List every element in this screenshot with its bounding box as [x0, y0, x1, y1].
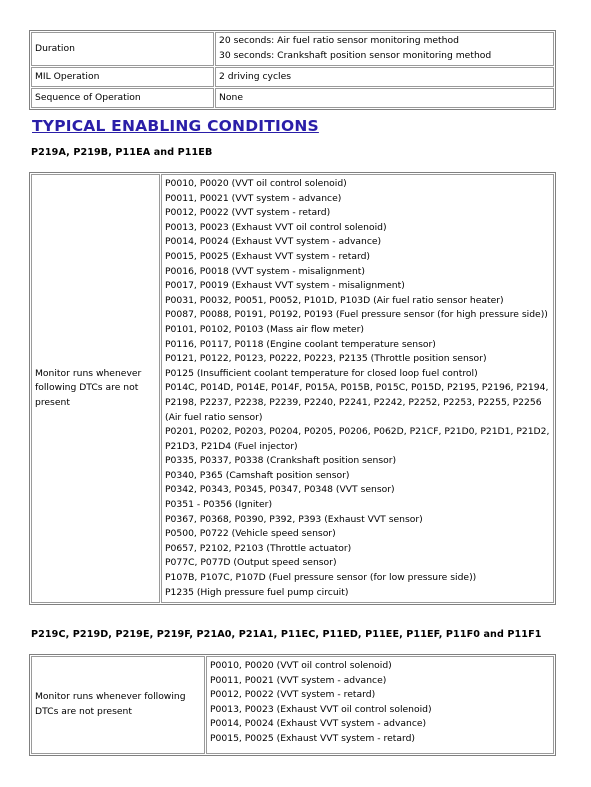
- group2-dtc-item: P0013, P0023 (Exhaust VVT oil control solenoid): [210, 703, 432, 715]
- group1-dtc-item: P0013, P0023 (Exhaust VVT oil control solenoid): [165, 221, 387, 233]
- group1-dtc-item: P0012, P0022 (VVT system - retard): [165, 207, 331, 219]
- group1-dtc-item: P0010, P0020 (VVT oil control solenoid): [165, 178, 347, 189]
- group1-dtc-item: P0031, P0032, P0051, P0052, P101D, P103D (Air fuel ratio sensor heater): [165, 294, 504, 306]
- group1-row: [31, 174, 554, 603]
- sequence-row: [31, 88, 554, 108]
- group1-dtc-item: P0011, P0021 (VVT system - advance): [165, 192, 342, 204]
- monitor-info-table: [29, 30, 556, 110]
- group1-dtc-item: P0657, P2102, P2103 (Throttle actuator): [165, 542, 352, 554]
- group1-dtc-item: P107B, P107C, P107D (Fuel pressure sensor (for low pressure side)): [165, 572, 477, 584]
- group1-dtc-item: P0014, P0024 (Exhaust VVT system - advance): [165, 236, 382, 248]
- group2-title: P219C, P219D, P219E, P219F, P21A0, P21A1, P11EC, P11ED, P11EE, P11EF, P11F0 and P11F1: [31, 629, 542, 640]
- duration-line-2: 30 seconds: Crankshaft position sensor monitoring method: [219, 50, 492, 61]
- group1-dtc-item: P0015, P0025 (Exhaust VVT system - retard): [165, 250, 370, 262]
- mil-operation-value: 2 driving cycles: [215, 67, 554, 87]
- group1-dtc-item: P0367, P0368, P0390, P392, P393 (Exhaust VVT sensor): [165, 513, 423, 525]
- group1-dtc-item: P0016, P0018 (VVT system - misalignment): [165, 265, 365, 277]
- group2-condition: Monitor runs whenever following DTCs are not present: [31, 656, 205, 754]
- group1-dtc-item: P0121, P0122, P0123, P0222, P0223, P2135 (Throttle position sensor): [165, 353, 487, 365]
- group2-dtc-item: P0011, P0021 (VVT system - advance): [210, 674, 387, 686]
- group2-conditions-table: [29, 654, 556, 756]
- group1-dtc-list: [161, 174, 554, 603]
- group2-dtc-list: [206, 656, 554, 754]
- group1-dtc-item: P0500, P0722 (Vehicle speed sensor): [165, 528, 336, 540]
- group1-dtc-item: P014C, P014D, P014E, P014F, P015A, P015B, P015C, P015D, P2195, P2196, P2194, P2198, P2237, P2238, P2239, P2240, P2241, P2242, P2252, P2253, P2255, P2256 (Air fuel ratio sensor): [165, 382, 549, 423]
- duration-line-1: 20 seconds: Air fuel ratio sensor monitoring method: [219, 35, 459, 47]
- sequence-label: Sequence of Operation: [31, 88, 214, 108]
- section-heading: TYPICAL ENABLING CONDITIONS: [32, 117, 319, 135]
- group2-dtc-item: P0014, P0024 (Exhaust VVT system - advance): [210, 718, 427, 730]
- group2-dtc-item: P0010, P0020 (VVT oil control solenoid): [210, 660, 392, 671]
- duration-label: Duration: [31, 32, 214, 66]
- group1-dtc-item: P0201, P0202, P0203, P0204, P0205, P0206, P062D, P21CF, P21D0, P21D1, P21D2, P21D3, P21D4 (Fuel injector): [165, 426, 550, 452]
- group1-dtc-item: P0101, P0102, P0103 (Mass air flow meter): [165, 323, 364, 335]
- group1-dtc-item: P0351 - P0356 (Igniter): [165, 499, 273, 511]
- group1-dtc-item: P0335, P0337, P0338 (Crankshaft position sensor): [165, 455, 397, 467]
- duration-value: [215, 32, 554, 66]
- group1-dtc-item: P0017, P0019 (Exhaust VVT system - misalignment): [165, 280, 405, 292]
- group1-dtc-item: P0116, P0117, P0118 (Engine coolant temperature sensor): [165, 338, 436, 350]
- group2-dtc-item: P0012, P0022 (VVT system - retard): [210, 689, 376, 701]
- group1-conditions-table: [29, 172, 556, 605]
- group1-dtc-item: P0340, P365 (Camshaft position sensor): [165, 469, 350, 481]
- group1-dtc-item: P0342, P0343, P0345, P0347, P0348 (VVT sensor): [165, 484, 395, 496]
- group1-dtc-item: P1235 (High pressure fuel pump circuit): [165, 586, 349, 598]
- group2-row: [31, 656, 554, 754]
- group1-condition: Monitor runs whenever following DTCs are not present: [31, 174, 160, 603]
- group1-dtc-item: P077C, P077D (Output speed sensor): [165, 557, 337, 569]
- group1-dtc-item: P0087, P0088, P0191, P0192, P0193 (Fuel pressure sensor (for high pressure side)): [165, 309, 548, 321]
- mil-operation-row: [31, 67, 554, 87]
- sequence-value: None: [215, 88, 554, 108]
- group1-title: P219A, P219B, P11EA and P11EB: [31, 147, 213, 158]
- group2-dtc-item: P0015, P0025 (Exhaust VVT system - retard): [210, 732, 415, 744]
- mil-operation-label: MIL Operation: [31, 67, 214, 87]
- duration-row: [31, 32, 554, 66]
- group1-dtc-item: P0125 (Insufficient coolant temperature for closed loop fuel control): [165, 367, 478, 379]
